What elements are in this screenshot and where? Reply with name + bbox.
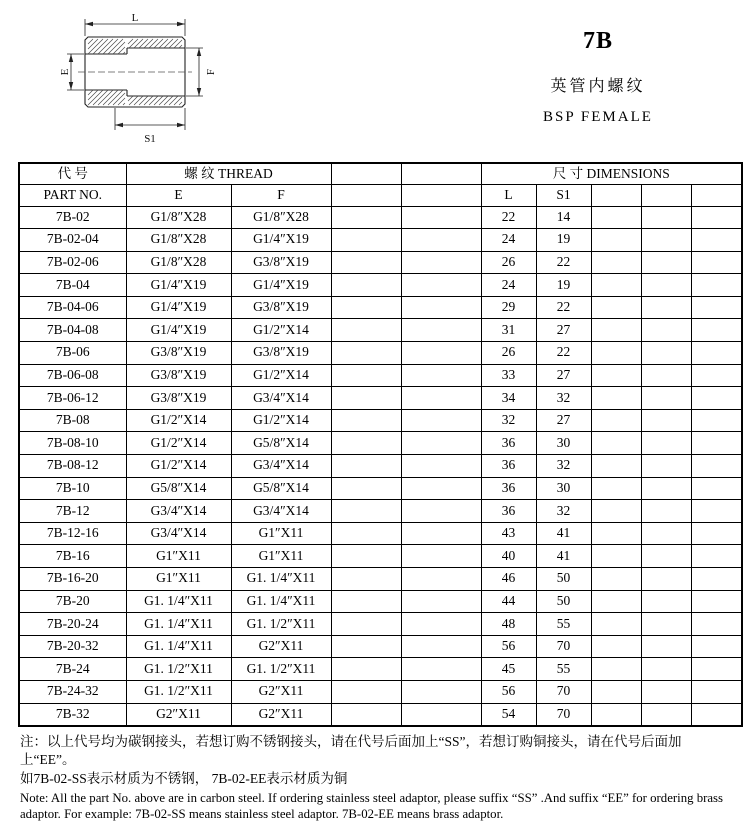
dim-l-cell: 36 [481, 500, 536, 523]
empty-cell [691, 500, 742, 523]
dim-s1-cell: 32 [536, 500, 591, 523]
empty-cell [641, 568, 691, 591]
table-row [19, 703, 742, 726]
empty-cell [331, 522, 401, 545]
dim-l-cell: 56 [481, 680, 536, 703]
thread-e-cell: G1/8″X28 [126, 229, 231, 252]
part-no-cell: 7B-20-32 [19, 635, 126, 658]
empty-cell [401, 613, 481, 636]
thread-f-cell: G1. 1/4″X11 [231, 590, 331, 613]
empty-cell [591, 251, 641, 274]
empty-cell [691, 206, 742, 229]
title-block [498, 28, 698, 126]
header-empty-cell [331, 185, 401, 207]
empty-cell [591, 590, 641, 613]
dim-l-cell: 34 [481, 387, 536, 410]
dim-s1-cell: 55 [536, 658, 591, 681]
empty-cell [691, 251, 742, 274]
empty-cell [331, 545, 401, 568]
empty-cell [641, 229, 691, 252]
empty-cell [401, 568, 481, 591]
thread-e-cell: G1. 1/2″X11 [126, 680, 231, 703]
table-row [19, 432, 742, 455]
empty-cell [401, 387, 481, 410]
empty-cell [641, 522, 691, 545]
thread-e-cell: G1. 1/4″X11 [126, 635, 231, 658]
part-no-cell: 7B-20-24 [19, 613, 126, 636]
header-col-e: E [126, 185, 231, 207]
header-col-f: F [231, 185, 331, 207]
part-no-cell: 7B-06 [19, 342, 126, 365]
thread-e-cell: G1″X11 [126, 568, 231, 591]
empty-cell [591, 296, 641, 319]
table-row [19, 229, 742, 252]
empty-cell [331, 703, 401, 726]
empty-cell [331, 409, 401, 432]
thread-f-cell: G3/8″X19 [231, 251, 331, 274]
empty-cell [691, 274, 742, 297]
empty-cell [641, 319, 691, 342]
empty-cell [641, 296, 691, 319]
empty-cell [401, 500, 481, 523]
empty-cell [331, 206, 401, 229]
dim-l-cell: 26 [481, 251, 536, 274]
dim-s1-cell: 50 [536, 590, 591, 613]
empty-cell [691, 522, 742, 545]
thread-e-cell: G2″X11 [126, 703, 231, 726]
dim-s1-cell: 30 [536, 432, 591, 455]
table-row [19, 364, 742, 387]
dim-l-cell: 36 [481, 432, 536, 455]
note-english: Note: All the part No. above are in carbon steel. If ordering stainless steel adaptor, please suffix “SS” .And suffix “EE” for ordering brass adaptor. For example: 7B-02-SS means stainless steel adaptor. 7B-02-EE means brass adaptor. [20, 790, 723, 822]
empty-cell [331, 590, 401, 613]
empty-cell [331, 477, 401, 500]
table-row [19, 635, 742, 658]
part-no-cell: 7B-02-06 [19, 251, 126, 274]
dimension-lines [67, 19, 203, 130]
note-chinese-1: 注：以上代号均为碳钢接头，若想订购不锈钢接头，请在代号后面加上“SS”，若想订购铜接头，请在代号后面加上“EE”。 [20, 734, 682, 767]
thread-e-cell: G3/8″X19 [126, 387, 231, 410]
part-no-cell: 7B-04-08 [19, 319, 126, 342]
dim-l-cell: 24 [481, 229, 536, 252]
empty-cell [331, 387, 401, 410]
part-no-cell: 7B-32 [19, 703, 126, 726]
header-thread: 螺 纹 THREAD [126, 163, 331, 185]
thread-f-cell: G1/8″X28 [231, 206, 331, 229]
empty-cell [401, 522, 481, 545]
header-row-1 [19, 163, 742, 185]
thread-f-cell: G2″X11 [231, 635, 331, 658]
dim-l-cell: 29 [481, 296, 536, 319]
table-row [19, 680, 742, 703]
thread-f-cell: G3/4″X14 [231, 500, 331, 523]
empty-cell [401, 319, 481, 342]
dim-s1-cell: 41 [536, 545, 591, 568]
part-no-cell: 7B-06-12 [19, 387, 126, 410]
empty-cell [641, 455, 691, 478]
thread-e-cell: G1. 1/4″X11 [126, 590, 231, 613]
empty-cell [331, 658, 401, 681]
dim-s1-cell: 19 [536, 274, 591, 297]
dim-l-cell: 32 [481, 409, 536, 432]
thread-e-cell: G1/2″X14 [126, 409, 231, 432]
empty-cell [331, 296, 401, 319]
empty-cell [401, 296, 481, 319]
title-chinese: 英管内螺纹 [550, 78, 646, 95]
thread-f-cell: G1. 1/2″X11 [231, 613, 331, 636]
dim-s1-cell: 32 [536, 387, 591, 410]
part-no-cell: 7B-02 [19, 206, 126, 229]
part-no-cell: 7B-08-12 [19, 455, 126, 478]
empty-cell [331, 274, 401, 297]
thread-e-cell: G1/4″X19 [126, 274, 231, 297]
empty-cell [331, 342, 401, 365]
thread-f-cell: G1″X11 [231, 522, 331, 545]
empty-cell [401, 590, 481, 613]
empty-cell [591, 500, 641, 523]
thread-e-cell: G3/4″X14 [126, 500, 231, 523]
thread-f-cell: G1/2″X14 [231, 364, 331, 387]
note-chinese-2: 如7B-02-SS表示材质为不锈钢， 7B-02-EE表示材质为铜 [20, 771, 348, 787]
header-empty-cell [331, 163, 401, 185]
header-empty-cell [691, 185, 742, 207]
empty-cell [691, 387, 742, 410]
empty-cell [641, 409, 691, 432]
empty-cell [591, 274, 641, 297]
table-row [19, 206, 742, 229]
dim-s1-cell: 27 [536, 364, 591, 387]
empty-cell [591, 613, 641, 636]
empty-cell [401, 229, 481, 252]
thread-f-cell: G1/4″X19 [231, 229, 331, 252]
empty-cell [401, 455, 481, 478]
empty-cell [401, 364, 481, 387]
empty-cell [691, 432, 742, 455]
empty-cell [401, 432, 481, 455]
part-no-cell: 7B-08 [19, 409, 126, 432]
dim-s1-cell: 27 [536, 319, 591, 342]
thread-f-cell: G1. 1/2″X11 [231, 658, 331, 681]
series-code: 7B [582, 28, 613, 54]
empty-cell [691, 680, 742, 703]
empty-cell [591, 658, 641, 681]
thread-e-cell: G5/8″X14 [126, 477, 231, 500]
thread-f-cell: G2″X11 [231, 703, 331, 726]
dim-l-cell: 44 [481, 590, 536, 613]
thread-f-cell: G3/8″X19 [231, 296, 331, 319]
empty-cell [331, 251, 401, 274]
table-row [19, 477, 742, 500]
empty-cell [401, 680, 481, 703]
empty-cell [691, 658, 742, 681]
dim-s1-cell: 41 [536, 522, 591, 545]
table-row [19, 319, 742, 342]
empty-cell [331, 568, 401, 591]
part-no-cell: 7B-06-08 [19, 364, 126, 387]
table-row [19, 590, 742, 613]
table-row [19, 500, 742, 523]
technical-drawing [55, 12, 250, 154]
dim-s1-cell: 30 [536, 477, 591, 500]
thread-e-cell: G3/4″X14 [126, 522, 231, 545]
thread-e-cell: G1/8″X28 [126, 206, 231, 229]
empty-cell [691, 319, 742, 342]
dim-label-f: F [205, 68, 217, 76]
empty-cell [591, 319, 641, 342]
empty-cell [591, 364, 641, 387]
empty-cell [331, 680, 401, 703]
dim-l-cell: 46 [481, 568, 536, 591]
dimension-arrows [69, 22, 201, 127]
dim-label-l: L [131, 12, 139, 24]
empty-cell [591, 703, 641, 726]
empty-cell [591, 342, 641, 365]
part-no-cell: 7B-08-10 [19, 432, 126, 455]
empty-cell [591, 229, 641, 252]
dim-s1-cell: 70 [536, 703, 591, 726]
empty-cell [641, 251, 691, 274]
thread-f-cell: G3/4″X14 [231, 387, 331, 410]
thread-e-cell: G1/8″X28 [126, 251, 231, 274]
dim-s1-cell: 27 [536, 409, 591, 432]
thread-e-cell: G1/4″X19 [126, 296, 231, 319]
empty-cell [641, 432, 691, 455]
dim-s1-cell: 22 [536, 342, 591, 365]
table-row [19, 342, 742, 365]
thread-f-cell: G3/4″X14 [231, 455, 331, 478]
dim-l-cell: 24 [481, 274, 536, 297]
empty-cell [591, 568, 641, 591]
empty-cell [591, 522, 641, 545]
empty-cell [331, 364, 401, 387]
empty-cell [691, 635, 742, 658]
fitting-section-drawing [55, 12, 250, 154]
table-row [19, 409, 742, 432]
part-no-cell: 7B-10 [19, 477, 126, 500]
dim-l-cell: 48 [481, 613, 536, 636]
header-col-l: L [481, 185, 536, 207]
header-row-2 [19, 185, 742, 207]
thread-e-cell: G1. 1/4″X11 [126, 613, 231, 636]
empty-cell [691, 545, 742, 568]
empty-cell [401, 635, 481, 658]
empty-cell [331, 432, 401, 455]
thread-e-cell: G1″X11 [126, 545, 231, 568]
empty-cell [641, 613, 691, 636]
table-row [19, 613, 742, 636]
empty-cell [331, 455, 401, 478]
table-row [19, 455, 742, 478]
part-no-cell: 7B-12-16 [19, 522, 126, 545]
empty-cell [401, 274, 481, 297]
empty-cell [641, 206, 691, 229]
thread-e-cell: G1/2″X14 [126, 432, 231, 455]
empty-cell [641, 590, 691, 613]
dim-label-e: E [59, 68, 71, 76]
dim-s1-cell: 19 [536, 229, 591, 252]
dim-s1-cell: 70 [536, 635, 591, 658]
empty-cell [691, 477, 742, 500]
empty-cell [401, 703, 481, 726]
dim-l-cell: 33 [481, 364, 536, 387]
empty-cell [591, 206, 641, 229]
header-part-no-en: PART NO. [19, 185, 126, 207]
empty-cell [641, 703, 691, 726]
empty-cell [691, 455, 742, 478]
part-no-cell: 7B-24-32 [19, 680, 126, 703]
empty-cell [591, 409, 641, 432]
empty-cell [591, 635, 641, 658]
header-part-no-cn: 代 号 [19, 163, 126, 185]
parts-table [18, 162, 743, 727]
empty-cell [691, 229, 742, 252]
table-row [19, 545, 742, 568]
header-col-s1: S1 [536, 185, 591, 207]
header-empty-cell [401, 185, 481, 207]
empty-cell [691, 409, 742, 432]
thread-f-cell: G5/8″X14 [231, 432, 331, 455]
empty-cell [401, 409, 481, 432]
empty-cell [331, 500, 401, 523]
empty-cell [591, 680, 641, 703]
empty-cell [641, 545, 691, 568]
empty-cell [641, 364, 691, 387]
thread-e-cell: G1/2″X14 [126, 455, 231, 478]
thread-f-cell: G2″X11 [231, 680, 331, 703]
dim-l-cell: 36 [481, 455, 536, 478]
notes [20, 733, 736, 825]
dim-s1-cell: 14 [536, 206, 591, 229]
thread-f-cell: G1″X11 [231, 545, 331, 568]
empty-cell [641, 680, 691, 703]
empty-cell [691, 568, 742, 591]
table-row [19, 274, 742, 297]
table-row [19, 658, 742, 681]
empty-cell [641, 477, 691, 500]
empty-cell [401, 206, 481, 229]
table-header [19, 163, 742, 206]
header-empty-cell [591, 185, 641, 207]
dim-l-cell: 40 [481, 545, 536, 568]
empty-cell [641, 274, 691, 297]
thread-f-cell: G3/8″X19 [231, 342, 331, 365]
part-no-cell: 7B-12 [19, 500, 126, 523]
dim-s1-cell: 32 [536, 455, 591, 478]
empty-cell [641, 500, 691, 523]
table-row [19, 296, 742, 319]
table-row [19, 387, 742, 410]
dim-s1-cell: 55 [536, 613, 591, 636]
thread-f-cell: G1/2″X14 [231, 319, 331, 342]
table-row [19, 251, 742, 274]
dim-l-cell: 56 [481, 635, 536, 658]
dim-l-cell: 43 [481, 522, 536, 545]
thread-e-cell: G1. 1/2″X11 [126, 658, 231, 681]
dim-l-cell: 45 [481, 658, 536, 681]
part-no-cell: 7B-16 [19, 545, 126, 568]
part-no-cell: 7B-16-20 [19, 568, 126, 591]
empty-cell [331, 635, 401, 658]
empty-cell [641, 635, 691, 658]
dim-l-cell: 31 [481, 319, 536, 342]
dim-label-s1: S1 [144, 133, 156, 145]
thread-f-cell: G1/2″X14 [231, 409, 331, 432]
part-no-cell: 7B-20 [19, 590, 126, 613]
empty-cell [591, 545, 641, 568]
thread-f-cell: G5/8″X14 [231, 477, 331, 500]
empty-cell [401, 251, 481, 274]
empty-cell [401, 477, 481, 500]
empty-cell [331, 613, 401, 636]
table-body [19, 206, 742, 726]
thread-e-cell: G1/4″X19 [126, 319, 231, 342]
empty-cell [691, 296, 742, 319]
empty-cell [591, 477, 641, 500]
dim-s1-cell: 50 [536, 568, 591, 591]
empty-cell [691, 703, 742, 726]
empty-cell [401, 658, 481, 681]
part-no-cell: 7B-04 [19, 274, 126, 297]
empty-cell [331, 229, 401, 252]
table-row [19, 568, 742, 591]
thread-e-cell: G3/8″X19 [126, 342, 231, 365]
empty-cell [691, 364, 742, 387]
dim-l-cell: 54 [481, 703, 536, 726]
empty-cell [641, 387, 691, 410]
dim-s1-cell: 70 [536, 680, 591, 703]
table-row [19, 522, 742, 545]
part-no-cell: 7B-04-06 [19, 296, 126, 319]
dim-l-cell: 22 [481, 206, 536, 229]
header-empty-cell [401, 163, 481, 185]
empty-cell [691, 613, 742, 636]
empty-cell [401, 342, 481, 365]
dim-s1-cell: 22 [536, 296, 591, 319]
thread-f-cell: G1/4″X19 [231, 274, 331, 297]
empty-cell [401, 545, 481, 568]
dim-l-cell: 26 [481, 342, 536, 365]
empty-cell [641, 342, 691, 365]
title-english: BSP FEMALE [543, 109, 653, 125]
empty-cell [331, 319, 401, 342]
empty-cell [691, 342, 742, 365]
header-empty-cell [641, 185, 691, 207]
empty-cell [591, 387, 641, 410]
thread-f-cell: G1. 1/4″X11 [231, 568, 331, 591]
dim-l-cell: 36 [481, 477, 536, 500]
header-dimensions: 尺 寸 DIMENSIONS [481, 163, 742, 185]
empty-cell [591, 432, 641, 455]
empty-cell [641, 658, 691, 681]
dim-s1-cell: 22 [536, 251, 591, 274]
empty-cell [591, 455, 641, 478]
thread-e-cell: G3/8″X19 [126, 364, 231, 387]
part-no-cell: 7B-24 [19, 658, 126, 681]
empty-cell [691, 590, 742, 613]
part-no-cell: 7B-02-04 [19, 229, 126, 252]
